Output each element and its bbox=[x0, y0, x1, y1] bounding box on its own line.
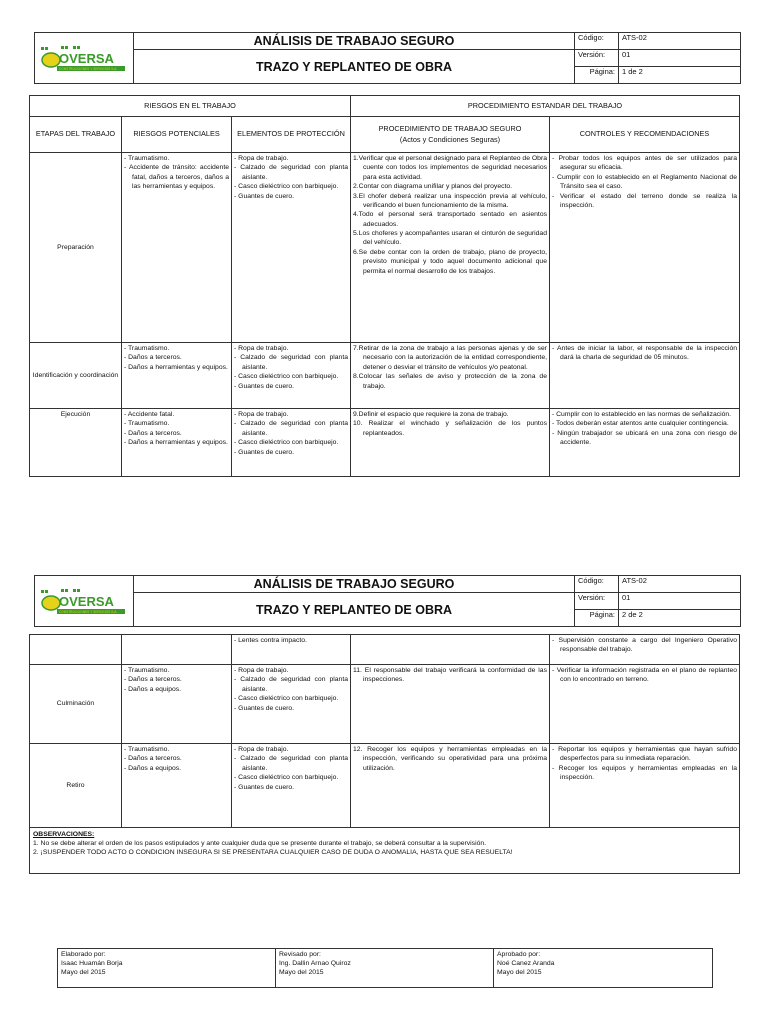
list-item: - Traumatismo. bbox=[124, 345, 170, 352]
list-item: - Accidente de tránsito: accidente fatal, daños a terceros, daños a las herramientas y equipos. bbox=[124, 164, 229, 191]
list-item: - Calzado de seguridad con planta aislante. bbox=[234, 164, 348, 181]
list-item: - Supervisión constante a cargo del Ingeniero Operativo responsable del trabajo. bbox=[552, 637, 737, 654]
risks-cell bbox=[122, 343, 232, 409]
doc-subtitle: TRAZO Y REPLANTEO DE OBRA bbox=[134, 50, 575, 84]
page1-header bbox=[34, 32, 741, 84]
list-item: - Guantes de cuero. bbox=[234, 704, 295, 712]
list-item: - Traumatismo. bbox=[124, 420, 170, 428]
controls-cell bbox=[550, 343, 740, 409]
list-item: - Guantes de cuero. bbox=[234, 382, 295, 390]
stage-cell: Preparación bbox=[30, 153, 122, 343]
stage-cell: Culminación bbox=[30, 665, 122, 744]
list-item: - Verificar el estado del terreno donde se realiza la inspección. bbox=[552, 192, 737, 209]
col-procedure-header: PROCEDIMIENTO DE TRABAJO SEGURO (Actos y Condiciones Seguras) bbox=[351, 117, 550, 153]
signature-elaborado bbox=[58, 949, 276, 988]
risks-cell bbox=[122, 744, 232, 828]
list-item: 12. Recoger los equipos y herramientas empleadas en la inspección, verificando su operatividad para una próxima utilización. bbox=[353, 746, 547, 772]
list-item: - Calzado de seguridad con planta aislante. bbox=[234, 420, 348, 437]
list-item: - Cumplir con lo establecido en las normas de señalización. bbox=[552, 411, 732, 418]
risks-cell bbox=[122, 665, 232, 744]
list-item: - Ningún trabajador se ubicará en una zona con riesgo de accidente. bbox=[552, 429, 737, 447]
list-item: 10. Realizar el winchado y señalización de los puntos replanteados. bbox=[353, 420, 547, 437]
logo-subtext: CONSTRUCCIONES Y SERVICIOS S.A. bbox=[59, 67, 118, 71]
logo-text: OVERSA bbox=[59, 594, 114, 609]
version-value: 01 bbox=[619, 50, 741, 67]
signature-aprobado bbox=[494, 949, 713, 988]
list-item: 9.Definir el espacio que requiere la zona de trabajo. bbox=[353, 411, 509, 418]
list-item: - Recoger los equipos y herramientas empleadas en la inspección. bbox=[552, 764, 737, 782]
list-item: 5.Los choferes y acompañantes usaran el cinturón de seguridad del vehículo. bbox=[353, 230, 547, 247]
list-item: - Lentes contra impacto. bbox=[234, 637, 307, 644]
list-item: - Ropa de trabajo. bbox=[234, 667, 289, 674]
col-stages-header: ETAPAS DEL TRABAJO bbox=[30, 117, 122, 153]
observations-cell bbox=[30, 828, 740, 874]
logo-text: OVERSA bbox=[59, 51, 114, 66]
list-item: - Ropa de trabajo. bbox=[234, 746, 289, 753]
observation-item: 1. No se debe alterar el orden de los pasos estipulados y ante cualquier duda que se presente durante el trabajo, se deberá consultar a la supervisión. bbox=[33, 840, 487, 848]
version-value: 01 bbox=[619, 593, 741, 610]
list-item: - Antes de iniciar la labor, el responsable de la inspección dará la charla de seguridad de 05 minutos. bbox=[552, 345, 737, 362]
page-value: 1 de 2 bbox=[619, 67, 741, 84]
table-row bbox=[30, 153, 740, 343]
list-item: - Cumplir con lo establecido en el Reglamento Nacional de Tránsito sea el caso. bbox=[552, 173, 737, 191]
code-value: ATS-02 bbox=[619, 33, 741, 50]
page-value: 2 de 2 bbox=[619, 610, 741, 627]
version-label: Versión: bbox=[575, 50, 619, 67]
table-row bbox=[30, 343, 740, 409]
protection-cell bbox=[232, 343, 351, 409]
observations-label: OBSERVACIONES: bbox=[33, 831, 95, 838]
list-item: 7.Retirar de la zona de trabajo a las personas ajenas y de ser necesario con la autorización de la entidad correspondiente, detener o desviar el tránsito de vehículos y/o peatonal. bbox=[353, 345, 547, 371]
procedure-cell bbox=[351, 343, 550, 409]
section-risks-header: RIESGOS EN EL TRABAJO bbox=[30, 96, 351, 117]
oversa-logo bbox=[39, 43, 129, 73]
list-item: 6.Se debe contar con la orden de trabajo, plano de proyecto, previsto municipal y todo aquel documento adicional que permita el normal desarrollo de los trabajos. bbox=[353, 248, 547, 275]
list-item: - Daños a terceros. bbox=[124, 676, 182, 684]
list-item: 2.Contar con diagrama unifilar y planos del proyecto. bbox=[353, 183, 513, 191]
signature-revisado bbox=[276, 949, 494, 988]
list-item: - Daños a equipos. bbox=[124, 685, 182, 693]
list-item: - Casco dieléctrico con barbiquejo. bbox=[234, 439, 339, 447]
signature-name: Isaac Huamán Borja bbox=[61, 960, 123, 968]
code-label: Código: bbox=[575, 33, 619, 50]
table-row bbox=[30, 744, 740, 828]
signature-label: Elaborado por: bbox=[61, 951, 106, 958]
doc-subtitle: TRAZO Y REPLANTEO DE OBRA bbox=[134, 593, 575, 627]
observation-item: 2. ¡SUSPENDER TODO ACTO O CONDICION INSEGURA SI SE PRESENTARA CUALQUIER CASO DE DUDA O ANOMALIA, HASTA QUE SEA RESUELTA! bbox=[33, 849, 513, 857]
code-label: Código: bbox=[575, 576, 619, 593]
list-item: - Daños a herramientas y equipos. bbox=[124, 363, 228, 371]
page1-table bbox=[29, 95, 740, 477]
list-item: - Guantes de cuero. bbox=[234, 448, 295, 456]
page2-table bbox=[29, 634, 740, 874]
oversa-logo bbox=[39, 586, 129, 616]
list-item: - Traumatismo. bbox=[124, 746, 170, 753]
protection-cell bbox=[232, 153, 351, 343]
list-item: - Todos deberán estar atentos ante cualquier contingencia. bbox=[552, 420, 729, 428]
controls-cell bbox=[550, 744, 740, 828]
list-item: - Casco dieléctrico con barbiquejo. bbox=[234, 774, 339, 782]
table-row bbox=[30, 635, 740, 665]
controls-cell bbox=[550, 635, 740, 665]
signature-label: Aprobado por: bbox=[497, 951, 541, 958]
list-item: - Casco dieléctrico con barbiquejo. bbox=[234, 695, 339, 703]
controls-cell bbox=[550, 665, 740, 744]
list-item: - Accidente fatal. bbox=[124, 411, 175, 418]
protection-cell bbox=[232, 635, 351, 665]
list-item: 8.Colocar las señales de aviso y protección de la zona de trabajo. bbox=[353, 373, 547, 390]
list-item: - Guantes de cuero. bbox=[234, 783, 295, 791]
list-item: - Ropa de trabajo. bbox=[234, 345, 289, 352]
list-item: - Calzado de seguridad con planta aislante. bbox=[234, 354, 348, 371]
list-item: - Casco dieléctrico con barbiquejo. bbox=[234, 373, 339, 381]
list-item: 3.El chofer deberá realizar una inspección previa al vehículo, verificando el buen funcionamiento de la misma. bbox=[353, 192, 547, 209]
table-row bbox=[30, 665, 740, 744]
list-item: - Guantes de cuero. bbox=[234, 192, 295, 200]
protection-cell bbox=[232, 665, 351, 744]
list-item: - Daños a terceros. bbox=[124, 429, 182, 437]
risks-cell bbox=[122, 635, 232, 665]
version-label: Versión: bbox=[575, 593, 619, 610]
signatures-table bbox=[57, 948, 713, 988]
list-item: - Verificar la información registrada en el plano de replanteo con lo encontrado en terreno. bbox=[552, 667, 737, 684]
list-item: - Traumatismo. bbox=[124, 155, 170, 162]
procedure-cell bbox=[351, 409, 550, 477]
stage-cell bbox=[30, 635, 122, 665]
procedure-cell bbox=[351, 744, 550, 828]
stage-cell: Ejecución bbox=[30, 409, 122, 477]
signature-name: Ing. Dallin Arnao Quiroz bbox=[279, 960, 351, 968]
list-item: - Traumatismo. bbox=[124, 667, 170, 674]
signature-date: Mayo del 2015 bbox=[279, 969, 324, 977]
table-row bbox=[30, 409, 740, 477]
list-item: - Ropa de trabajo. bbox=[234, 155, 289, 162]
risks-cell bbox=[122, 409, 232, 477]
stage-cell: Retiro bbox=[30, 744, 122, 828]
section-procedure-header: PROCEDIMIENTO ESTANDAR DEL TRABAJO bbox=[351, 96, 740, 117]
list-item: - Calzado de seguridad con planta aislante. bbox=[234, 755, 348, 772]
col-risks-header: RIESGOS POTENCIALES bbox=[122, 117, 232, 153]
list-item: - Ropa de trabajo. bbox=[234, 411, 289, 418]
col-controls-header: CONTROLES Y RECOMENDACIONES bbox=[550, 117, 740, 153]
controls-cell bbox=[550, 153, 740, 343]
col-protection-header: ELEMENTOS DE PROTECCIÓN bbox=[232, 117, 351, 153]
list-item: - Daños a equipos. bbox=[124, 764, 182, 772]
stage-cell: Identificación y coordinación bbox=[30, 343, 122, 409]
signature-label: Revisado por: bbox=[279, 951, 321, 958]
procedure-cell bbox=[351, 635, 550, 665]
protection-cell bbox=[232, 744, 351, 828]
procedure-cell bbox=[351, 153, 550, 343]
code-value: ATS-02 bbox=[619, 576, 741, 593]
signature-name: Noé Canez Aranda bbox=[497, 960, 555, 968]
signature-date: Mayo del 2015 bbox=[497, 969, 542, 977]
risks-cell bbox=[122, 153, 232, 343]
list-item: - Daños a herramientas y equipos. bbox=[124, 439, 228, 447]
list-item: - Calzado de seguridad con planta aislante. bbox=[234, 676, 348, 693]
list-item: - Reportar los equipos y herramientas que hayan sufrido desperfectos para su inmediata reparación. bbox=[552, 746, 737, 763]
page-label: Página: bbox=[575, 610, 619, 627]
list-item: - Daños a terceros. bbox=[124, 354, 182, 362]
page-label: Página: bbox=[575, 67, 619, 84]
observations-row bbox=[30, 828, 740, 874]
page2-header bbox=[34, 575, 741, 627]
list-item: 11. El responsable del trabajo verificará la conformidad de las inspecciones. bbox=[353, 667, 547, 684]
company-logo bbox=[35, 33, 134, 84]
controls-cell bbox=[550, 409, 740, 477]
procedure-cell bbox=[351, 665, 550, 744]
list-item: - Probar todos los equipos antes de ser utilizados para asegurar su eficacia. bbox=[552, 155, 737, 172]
doc-title: ANÁLISIS DE TRABAJO SEGURO bbox=[134, 576, 575, 593]
list-item: - Casco dieléctrico con barbiquejo. bbox=[234, 183, 339, 191]
doc-title: ANÁLISIS DE TRABAJO SEGURO bbox=[134, 33, 575, 50]
company-logo bbox=[35, 576, 134, 627]
list-item: 4.Todo el personal será transportado sentado en asientos adecuados. bbox=[353, 211, 547, 228]
logo-subtext: CONSTRUCCIONES Y SERVICIOS S.A. bbox=[59, 610, 118, 614]
signature-date: Mayo del 2015 bbox=[61, 969, 106, 977]
protection-cell bbox=[232, 409, 351, 477]
list-item: - Daños a terceros. bbox=[124, 755, 182, 763]
list-item: 1.Verificar que el personal designado para el Replanteo de Obra cuente con todos los implementos de seguridad necesarios para esta actividad. bbox=[353, 155, 547, 181]
